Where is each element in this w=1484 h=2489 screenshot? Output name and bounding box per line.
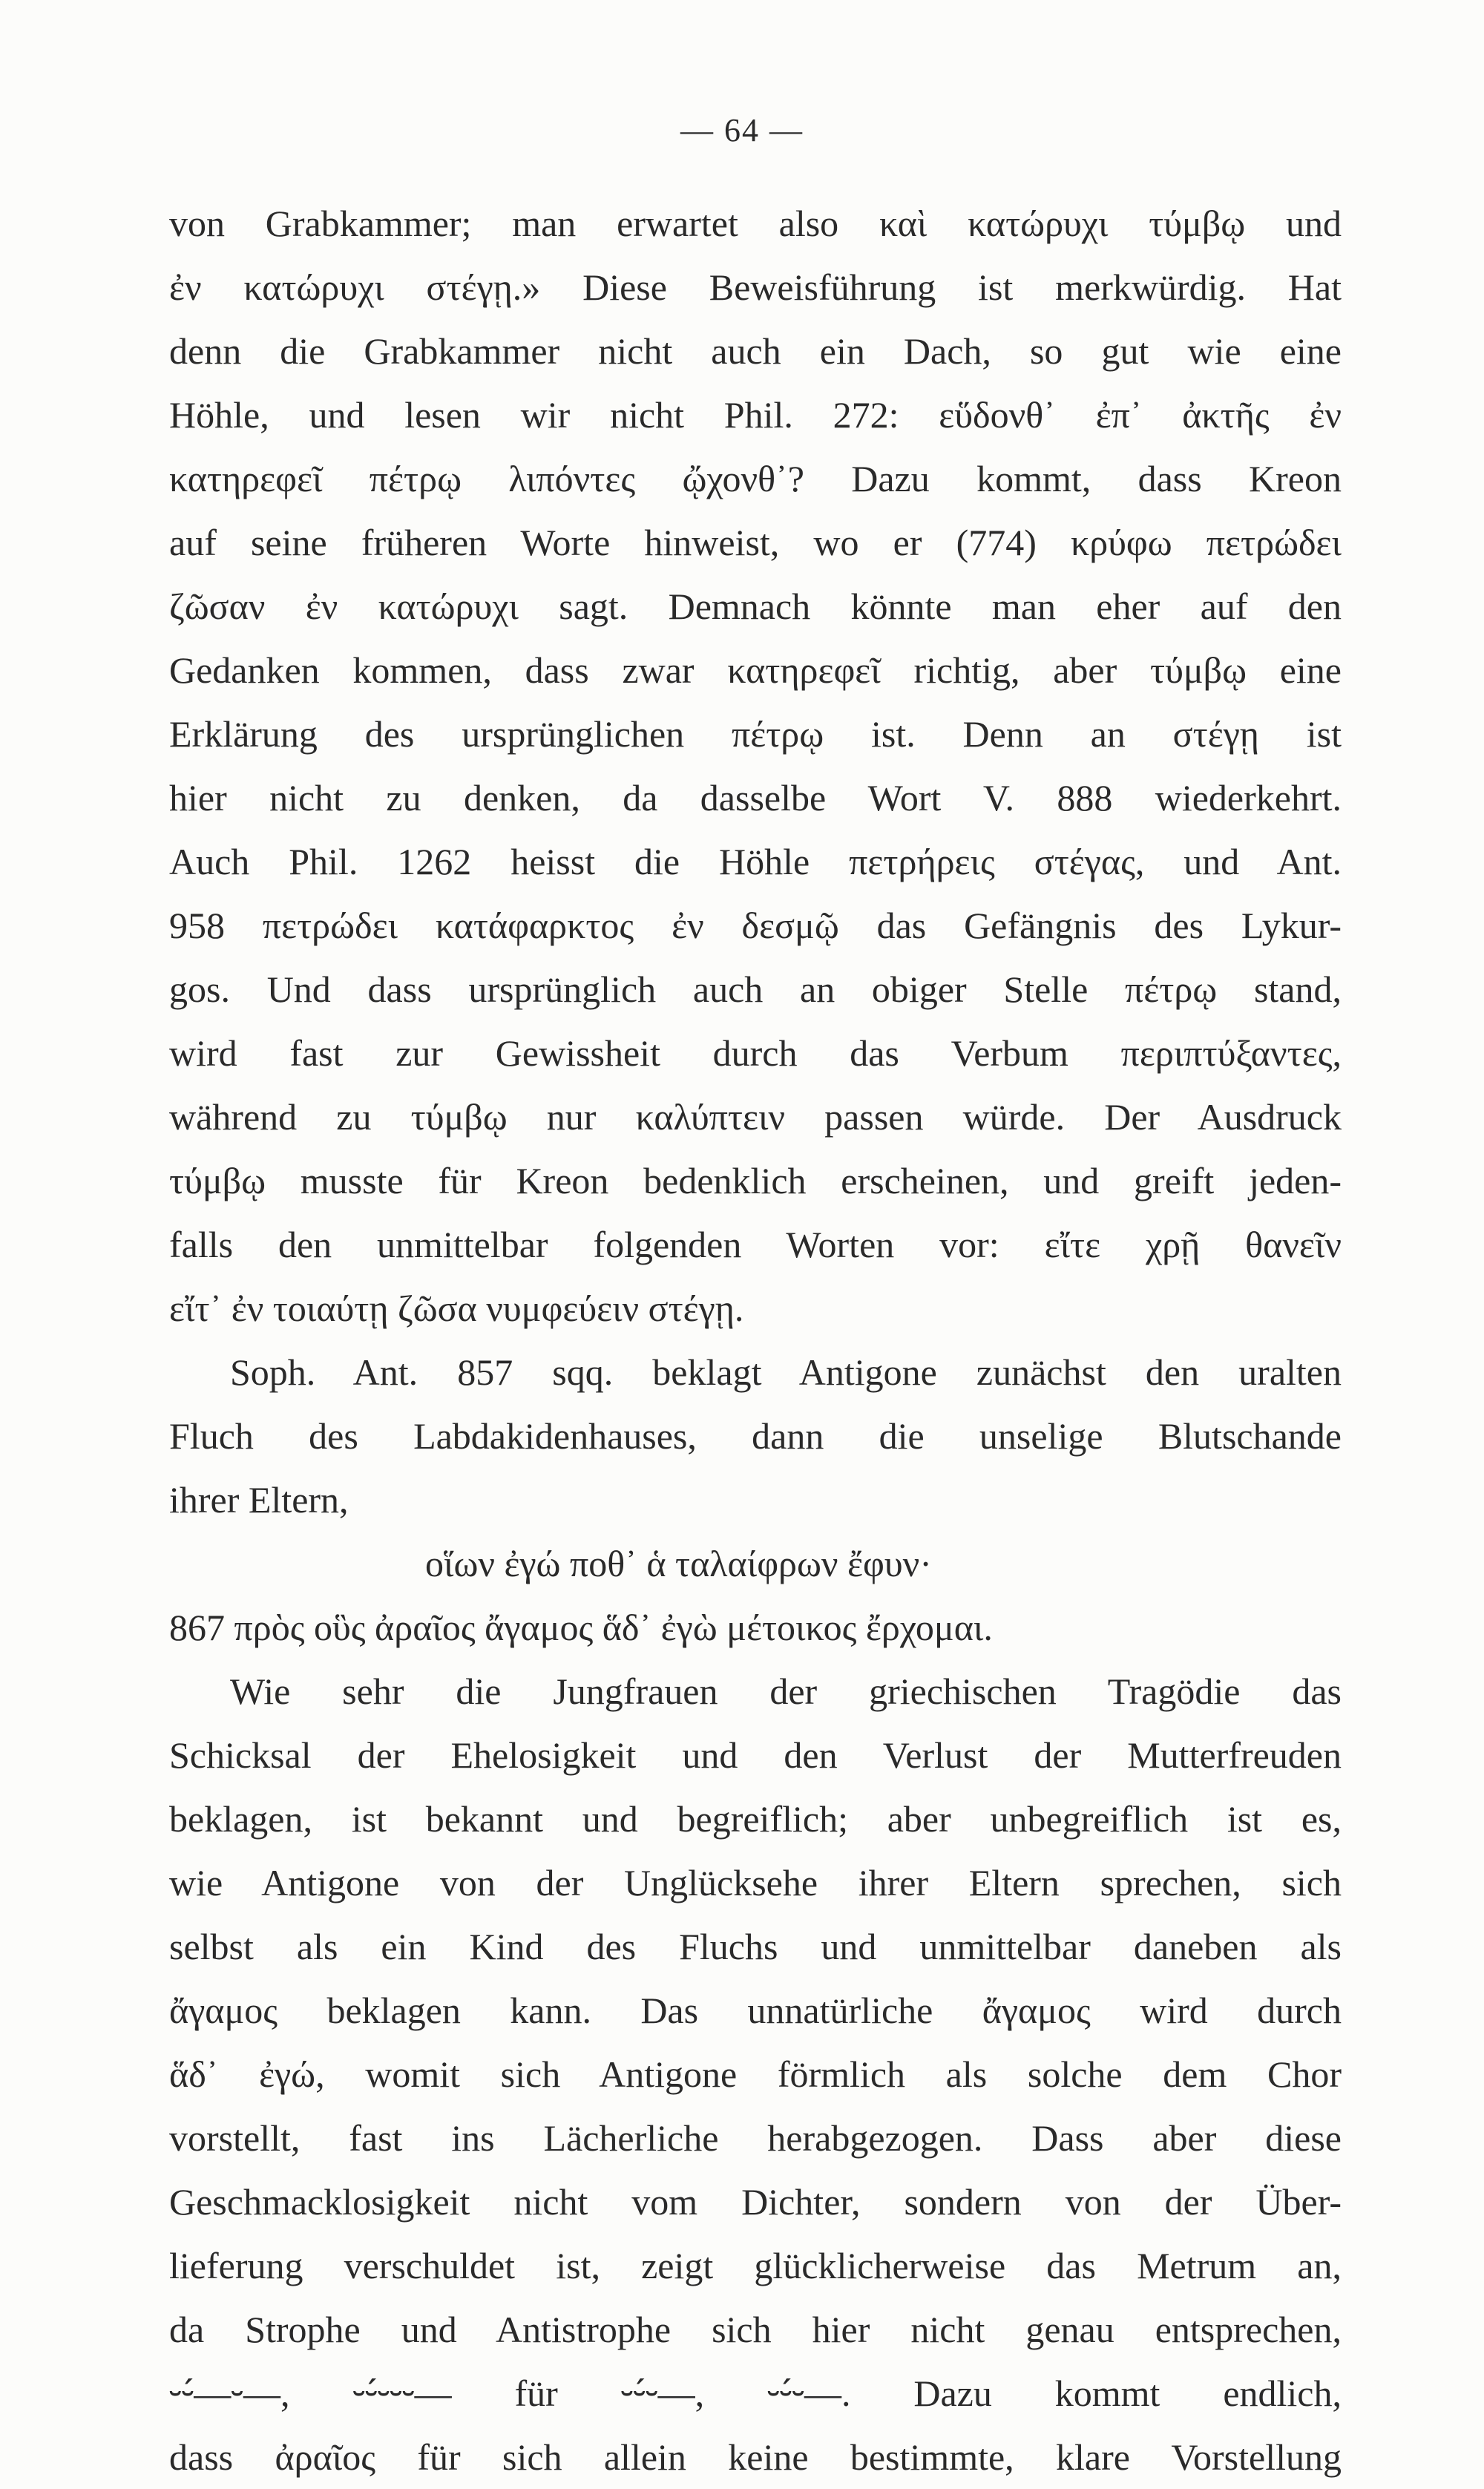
text-line: dass ἀραῖος für sich allein keine bestimmte, klare Vorstellung xyxy=(169,2436,1342,2478)
paragraph-start: Wie sehr die Jungfrauen der griechischen Tragödie das xyxy=(230,1670,1342,1712)
paragraph-start: Soph. Ant. 857 sqq. beklagt Antigone zunächst den uralten xyxy=(230,1351,1342,1393)
page-number: — 64 — xyxy=(680,112,804,148)
text-line: denn die Grabkammer nicht auch ein Dach, so gut wie eine xyxy=(169,330,1342,372)
text-line: von Grabkammer; man erwartet also καὶ κατώρυχι τύμβῳ und xyxy=(169,203,1342,244)
body-text xyxy=(169,191,1342,2489)
text-line: selbst als ein Kind des Fluchs und unmittelbar daneben als xyxy=(169,1926,1342,1967)
text-line: Erklärung des ursprünglichen πέτρῳ ist. Denn an στέγῃ ist xyxy=(169,713,1342,755)
text-line: wie Antigone von der Unglücksehe ihrer Eltern sprechen, sich xyxy=(169,1862,1342,1903)
text-line: hier nicht zu denken, da dasselbe Wort V. 888 wiederkehrt. xyxy=(169,777,1342,819)
text-line: wird fast zur Gewissheit durch das Verbum περιπτύξαντες, xyxy=(169,1032,1342,1074)
text-line: gos. Und dass ursprünglich auch an obiger Stelle πέτρῳ stand, xyxy=(169,968,1342,1010)
text-line: ἐν κατώρυχι στέγῃ.» Diese Beweisführung ist merkwürdig. Hat xyxy=(169,266,1342,308)
text-line: beklagen, ist bekannt und begreiflich; aber unbegreiflich ist es, xyxy=(169,1798,1342,1840)
text-line: Höhle, und lesen wir nicht Phil. 272: εὕδονθ᾽ ἐπ᾽ ἀκτῆς ἐν xyxy=(169,394,1342,436)
text-line: Gedanken kommen, dass zwar κατηρεφεῖ richtig, aber τύμβῳ eine xyxy=(169,649,1342,691)
text-line: während zu τύμβῳ nur καλύπτειν passen würde. Der Ausdruck xyxy=(169,1096,1342,1138)
metrical-scheme-line: ⏑⏑́—⏑—, ⏑⏑́⏑⏑⏑— für ⏑⏑́⏑—, ⏑⏑́⏑—. Dazu kommt endlich, xyxy=(169,2372,1342,2414)
text-line: da Strophe und Antistrophe sich hier nicht genau entsprechen, xyxy=(169,2309,1342,2350)
text-line: Fluch des Labdakidenhauses, dann die unselige Blutschande xyxy=(169,1415,1342,1457)
text-line: τύμβῳ musste für Kreon bedenklich erscheinen, und greift jeden- xyxy=(169,1160,1342,1201)
verse-line: οἵων ἐγώ ποθ᾽ ἁ ταλαίφρων ἔφυν· xyxy=(425,1543,932,1584)
text-line: ihrer Eltern, xyxy=(169,1479,349,1521)
text-line: vorstellt, fast ins Lächerliche herabgezogen. Dass aber diese xyxy=(169,2117,1342,2159)
text-line: Geschmacklosigkeit nicht vom Dichter, sondern von der Über- xyxy=(169,2181,1342,2223)
text-line: εἴτ᾽ ἐν τοιαύτῃ ζῶσα νυμφεύειν στέγῃ. xyxy=(169,1288,744,1329)
text-line: Schicksal der Ehelosigkeit und den Verlust der Mutterfreuden xyxy=(169,1734,1342,1776)
text-line: auf seine früheren Worte hinweist, wo er (774) κρύφω πετρώδει xyxy=(169,522,1342,563)
text-line: Auch Phil. 1262 heisst die Höhle πετρήρεις στέγας, und Ant. xyxy=(169,841,1342,882)
text-line: κατηρεφεῖ πέτρῳ λιπόντες ᾤχονθ᾽? Dazu kommt, dass Kreon xyxy=(169,458,1342,499)
text-line: 958 πετρώδει κατάφαρκτος ἐν δεσμῷ das Gefängnis des Lykur- xyxy=(169,905,1342,946)
verse-line: 867 πρὸς οὓς ἀραῖος ἄγαμος ἅδ᾽ ἐγὼ μέτοικος ἔρχομαι. xyxy=(169,1607,993,1648)
text-line: falls den unmittelbar folgenden Worten vor: εἴτε χρῇ θανεῖν xyxy=(169,1224,1342,1265)
text-line: ἅδ᾽ ἐγώ, womit sich Antigone förmlich als solche dem Chor xyxy=(169,2053,1342,2095)
text-line: ἄγαμος beklagen kann. Das unnatürliche ἄγαμος wird durch xyxy=(169,1990,1342,2031)
text-line: lieferung verschuldet ist, zeigt glücklicherweise das Metrum an, xyxy=(169,2245,1342,2286)
text-line: ζῶσαν ἐν κατώρυχι sagt. Demnach könnte man eher auf den xyxy=(169,586,1342,627)
